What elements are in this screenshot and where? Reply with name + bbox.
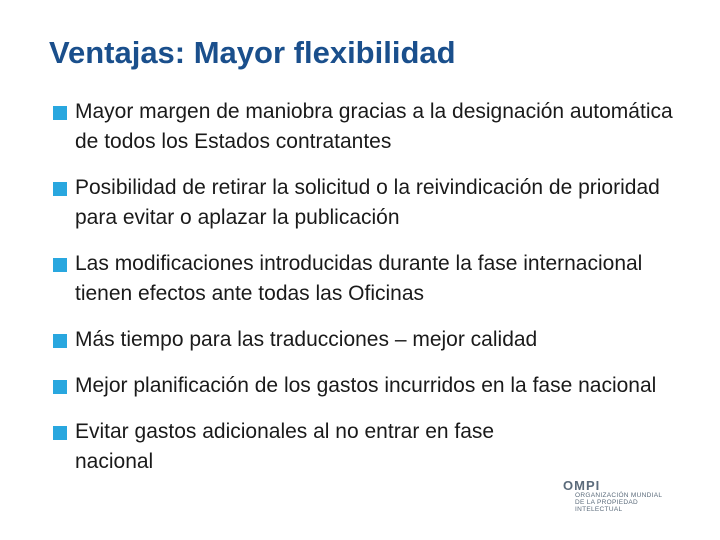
- bullet-square-icon: [53, 258, 67, 272]
- bullet-list: [53, 97, 693, 493]
- logo-mark: OMPI: [563, 478, 601, 493]
- logo-subtitle: ORGANIZACIÓN MUNDIAL DE LA PROPIEDAD INTELECTUAL: [575, 492, 663, 513]
- bullet-item: [53, 325, 693, 355]
- slide-title: Ventajas: Mayor flexibilidad: [49, 35, 456, 70]
- bullet-square-icon: [53, 182, 67, 196]
- ompi-logo: [563, 479, 673, 515]
- bullet-item: [53, 97, 693, 157]
- bullet-square-icon: [53, 106, 67, 120]
- bullet-text: Evitar gastos adicionales al no entrar en fase nacional: [75, 420, 495, 473]
- bullet-text: Más tiempo para las traducciones – mejor calidad: [75, 328, 538, 351]
- bullet-item: [53, 173, 693, 233]
- bullet-text: Las modificaciones introducidas durante la fase internacional tienen efectos ante todas las Oficinas: [75, 252, 643, 305]
- bullet-square-icon: [53, 334, 67, 348]
- bullet-text: Mejor planificación de los gastos incurridos en la fase nacional: [75, 374, 657, 397]
- bullet-square-icon: [53, 380, 67, 394]
- bullet-text: Mayor margen de maniobra gracias a la designación automática de todos los Estados contratantes: [75, 100, 673, 153]
- bullet-item: [53, 249, 693, 309]
- bullet-item: [53, 417, 575, 477]
- bullet-item: [53, 371, 693, 401]
- bullet-text: Posibilidad de retirar la solicitud o la reivindicación de prioridad para evitar o aplazar la publicación: [75, 176, 660, 229]
- bullet-square-icon: [53, 426, 67, 440]
